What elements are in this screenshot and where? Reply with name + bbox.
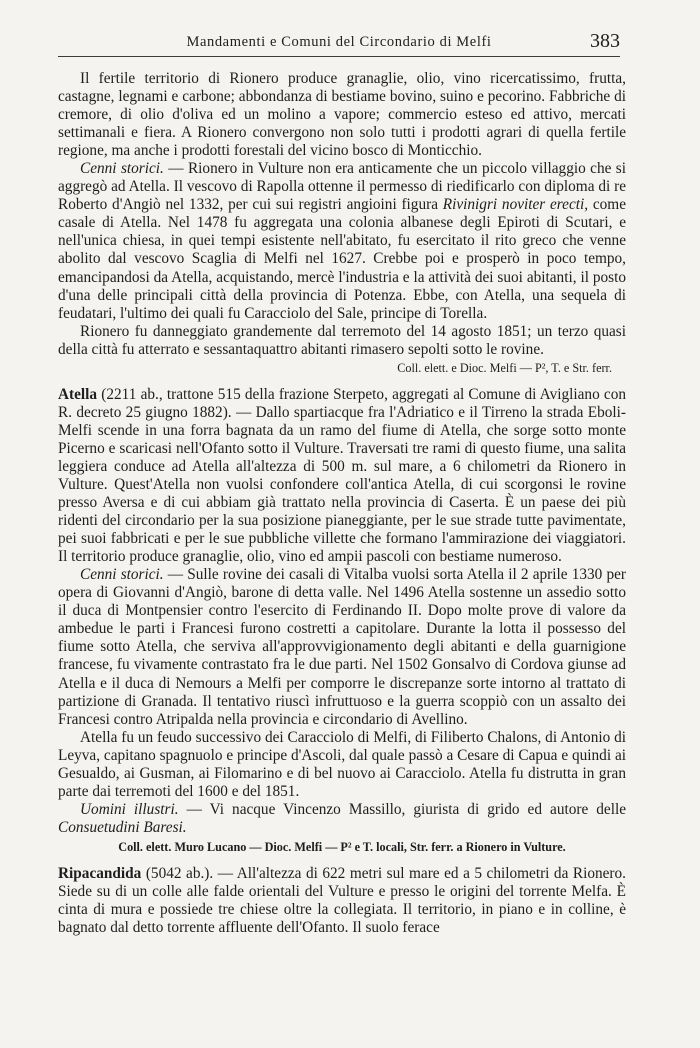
header-title: Mandamenti e Comuni del Circondario di Melfi [186,34,492,50]
atella-cenni-label: Cenni storici. [80,566,164,584]
atella-uomini-label: Uomini illustri. [80,800,179,818]
atella-work-title: Consuetudini Baresi. [58,818,187,836]
page-body [58,70,626,937]
atella-paragraph-2 [58,566,626,728]
rionero-paragraph-3: Rionero fu danneggiato grandemente dal terremoto del 14 agosto 1851; un terzo quasi della città fu atterrato e sessantaquattro abitanti rimasero sepolti sotto le rovine. [58,322,626,358]
page-number: 383 [590,30,620,52]
atella-p2-text: — Sulle rovine dei casali di Vitalba vuolsi sorta Atella il 2 aprile 1330 per opera di Giovanni d'Angiò, barone di detta valle. Nel 1496 Atella sostenne un assedio sotto il duca di Montpensier contro l'esercito di Ferdinando II. Dopo molte prove di valore da ambedue le parti i Francesi furono costretti a capitolare. Durante la lotta il possesso del fiume sotto Atella, che serviva all'approvvigionamento degli abitanti e della guarnigione francese, fu vivamente contrastato fra le due parti. Nel 1502 Gonsalvo di Cordova giunse ad Atella e il duca di Nemours a Melfi per comporre le discrepanze sorte intorno al trattato di partizione di Granada. Il tentativo riuscì infruttuoso e la guerra scoppiò con un assalto dei Francesi contro Atripalda nella provincia e circondario di Avellino. [58,566,626,728]
rionero-latin-phrase: Rivinigri noviter erecti, [442,196,589,214]
running-header [58,30,620,57]
atella-p4-text: — Vi nacque Vincenzo Massillo, giurista di grido ed autore delle [178,800,627,818]
atella-p1-text: (2211 ab., trattone 515 della frazione Sterpeto, aggregati al Comune di Avigliano con R. decreto 25 giugno 1882). — Dallo spartiacque fra l'Adriatico e il Tirreno la strada Eboli-Melfi scende in una forra bagnata da un ramo del fiume di Atella, che sorge sotto monte Picerno e scaricasi nell'Ofanto sotto il Vulture. Traversati tre rami di questo fiume, una salita leggiera conduce ad Atella all'altezza di 500 m. sul mare, a 6 chilometri da Rionero in Vulture. Quest'Atella non vuolsi confondere coll'antica Atella, di cui scorgonsi le rovine presso Aversa e di cui abbiam già trattato nella provincia di Caserta. È un paese dei più ridenti del circondario per la sua posizione pianeggiante, per le sue strade tutte pavimentate, pei suoi fabbricati e per le sue pubbliche villette che formano l'ammirazione dei viaggiatori. Il territorio produce granaglie, olio, vino ed ampii pascoli con bestiame numeroso. [58,385,626,566]
atella-paragraph-3: Atella fu un feudo successivo dei Caracciolo di Melfi, di Filiberto Chalons, di Antonio di Leyva, capitano spagnuolo e principe d'Ascoli, dal quale passò a Cesare di Capua e quindi ai Gesualdo, ai Gusman, ai Filomarino e di bel nuovo ai Caracciolo. Atella fu distrutta in gran parte dai terremoti del 1600 e del 1851. [58,728,626,800]
rionero-cenni-label: Cenni storici. [80,160,164,178]
atella-paragraph-4 [58,801,626,837]
ripacandida-entry-name: Ripacandida [58,864,142,882]
atella-note: Coll. elett. Muro Lucano — Dioc. Melfi — P² e T. locali, Str. ferr. a Rionero in Vulture. [118,839,566,854]
ripacandida-p1-text: (5042 ab.). — All'altezza di 622 metri sul mare ed a 5 chilometri da Rionero. Siede su di un colle alle falde orientali del Vulture e presso le origini del torrente Melfa. È cinta di mura e possiede tre chiese oltre la collegiata. Il territorio, in piano e in colline, è bagnato dal detto torrente affluente dell'Ofanto. Il suolo ferace [58,864,626,937]
atella-paragraph-1 [58,386,626,566]
rionero-p2-a: — Rionero in Vulture non era anticamente che un piccolo villaggio che si aggregò ad Atella. Il vescovo di Rapolla ottenne il permesso di riedificarlo con diploma di re Roberto d'Angiò nel 1332, per cui sui registri angioini figura [58,160,626,214]
rionero-paragraph-1: Il fertile territorio di Rionero produce granaglie, olio, vino ricercatissimo, frutta, castagne, legnami e carbone; abbondanza di bestiame bovino, suino e pecorino. Fabbriche di cremore, di olio d'oliva ed un molino a vapore; commercio esteso ed attivo, mercati settimanali e fiera. A Rionero convergono non solo tutti i prodotti agrari di quella fertile regione, ma anche i prodotti forestali del vicino bosco di Monticchio. [58,70,626,160]
ripacandida-paragraph-1 [58,865,626,937]
rionero-paragraph-2 [58,160,626,322]
rionero-p2-b: come casale di Atella. Nel 1478 fu aggregata una colonia albanese degli Epiroti di Scutari, e nell'unica chiesa, in quei tempi esistente nell'abitato, fu esercitato il rito greco che venne abolito dal vescovo Scaglia di Melfi nel 1627. Crebbe poi e prosperò in poco tempo, emancipandosi da Atella, acquistando, mercè l'industria e la attività dei suoi abitanti, il posto d'una delle principali città della provincia di Potenza. Ebbe, con Atella, una sequela di feudatari, l'ultimo dei quali fu Caracciolo del Sale, principe di Torella. [58,196,626,322]
rionero-note: Coll. elett. e Dioc. Melfi — P², T. e Str. ferr. [397,360,612,375]
atella-entry-name: Atella [58,385,98,403]
